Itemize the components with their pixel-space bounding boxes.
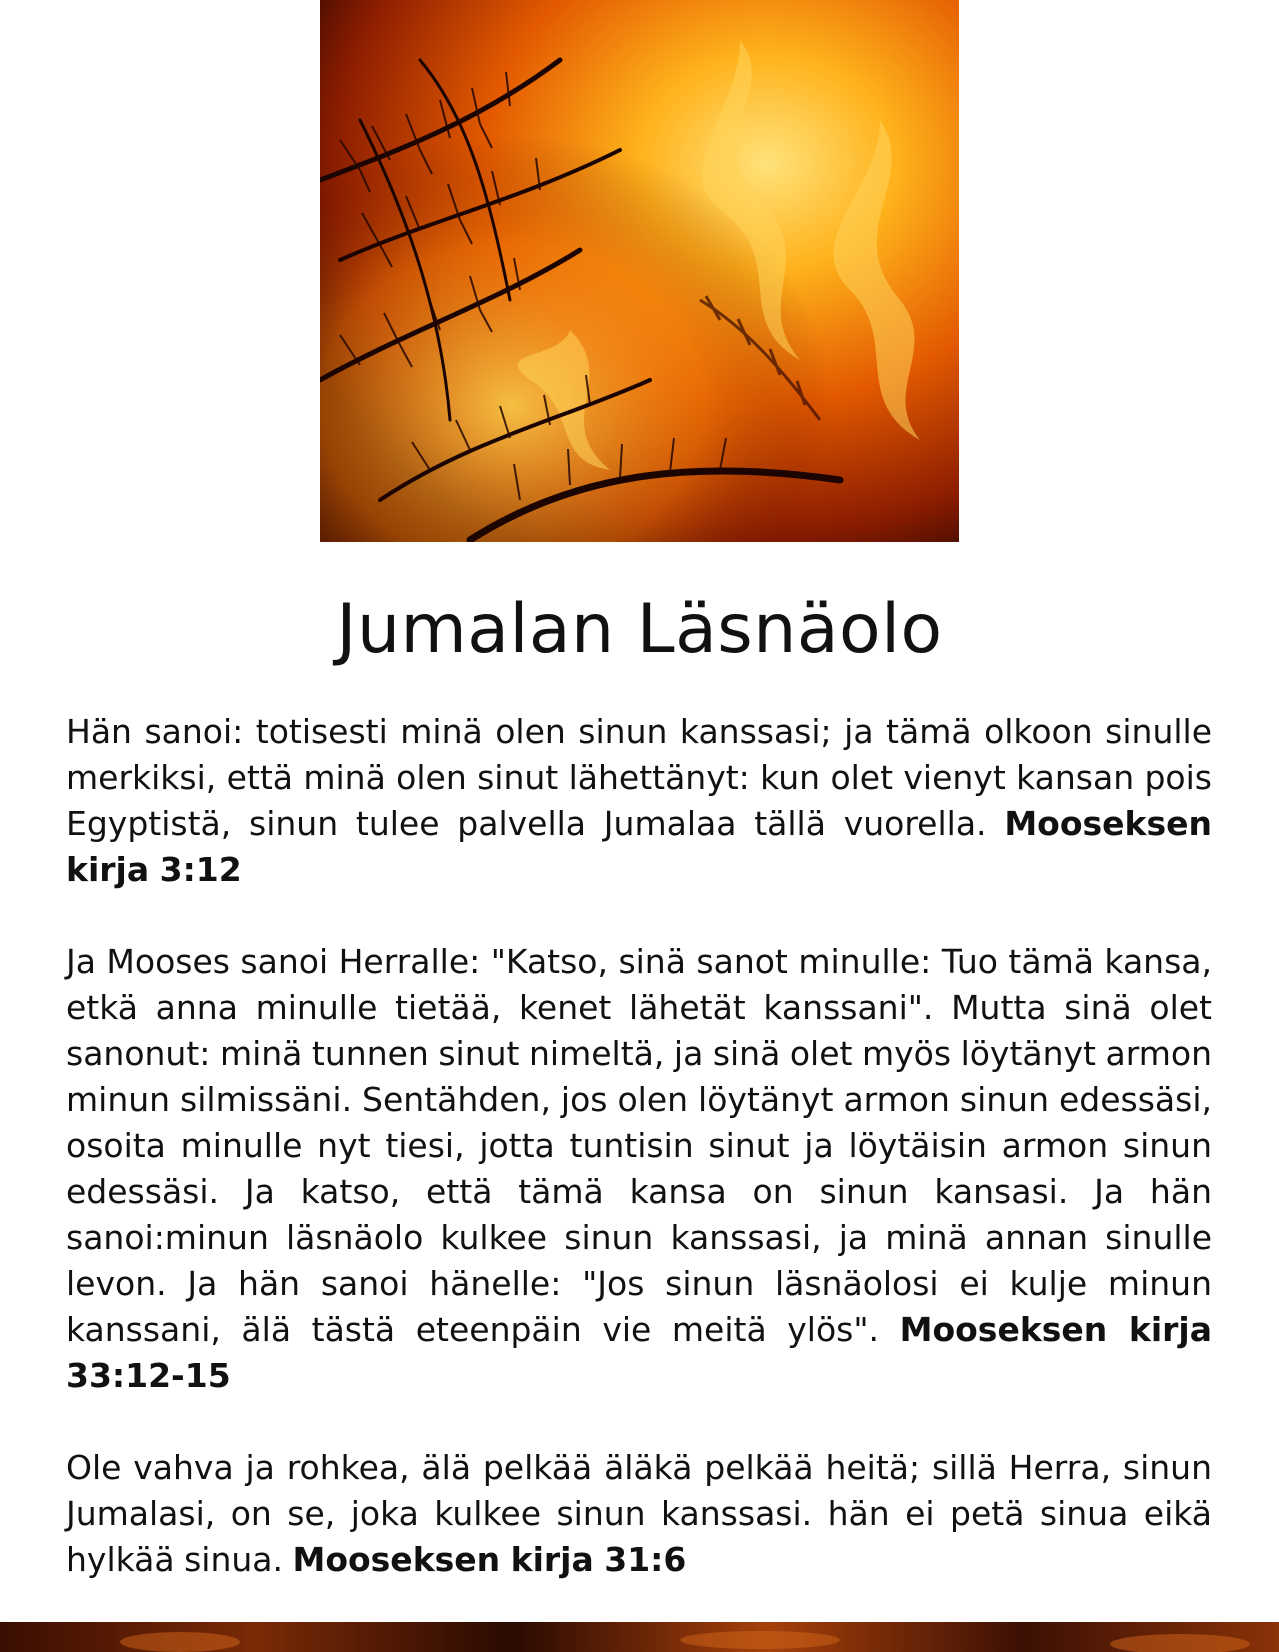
passage-1-reference: Mooseksen kirja 3:12 xyxy=(66,804,1212,889)
footer-fire-image xyxy=(0,1622,1279,1652)
fire-bush-image-icon xyxy=(320,0,959,542)
passage-2 xyxy=(66,939,1212,1399)
fire-band-image-icon xyxy=(0,1622,1279,1652)
passage-2-text: Ja Mooses sanoi Herralle: "Katso, sinä sanot minulle: Tuo tämä kansa, etkä anna minulle tietää, kenet lähetät kanssani". Mutta sinä olet sanonut: minä tunnen sinut nimeltä, ja sinä olet myös löytänyt armon minun silmissäni. Sentähden, jos olen löytänyt armon sinun edessäsi, osoita minulle nyt tiesi, jotta tuntisin sinut ja löytäisin armon sinun edessäsi. Ja katso, että tämä kansa on sinun kansasi. Ja hän sanoi:minun läsnäolo kulkee sinun kanssasi, ja minä annan sinulle levon. Ja hän sanoi hänelle: "Jos sinun läsnäolosi ei kulje minun kanssani, älä tästä eteenpäin vie meitä ylös". xyxy=(66,942,1212,1349)
passage-1-text: Hän sanoi: totisesti minä olen sinun kanssasi; ja tämä olkoon sinulle merkiksi, että minä olen sinut lähettänyt: kun olet vienyt kansan pois Egyptistä, sinun tulee palvella Jumalaa tällä vuorella. xyxy=(66,712,1212,843)
burning-bush-image xyxy=(320,0,959,542)
passage-2-reference: Mooseksen kirja 33:12-15 xyxy=(66,1310,1212,1395)
page-title: Jumalan Läsnäolo xyxy=(336,590,943,669)
scripture-passages xyxy=(66,709,1212,1629)
passage-3-text: Ole vahva ja rohkea, älä pelkää äläkä pelkää heitä; sillä Herra, sinun Jumalasi, on se, joka kulkee sinun kanssasi. hän ei petä sinua eikä hylkää sinua. xyxy=(66,1448,1212,1579)
passage-3-reference: Mooseksen kirja 31:6 xyxy=(292,1540,687,1579)
passage-1 xyxy=(66,709,1212,893)
passage-3 xyxy=(66,1445,1212,1583)
